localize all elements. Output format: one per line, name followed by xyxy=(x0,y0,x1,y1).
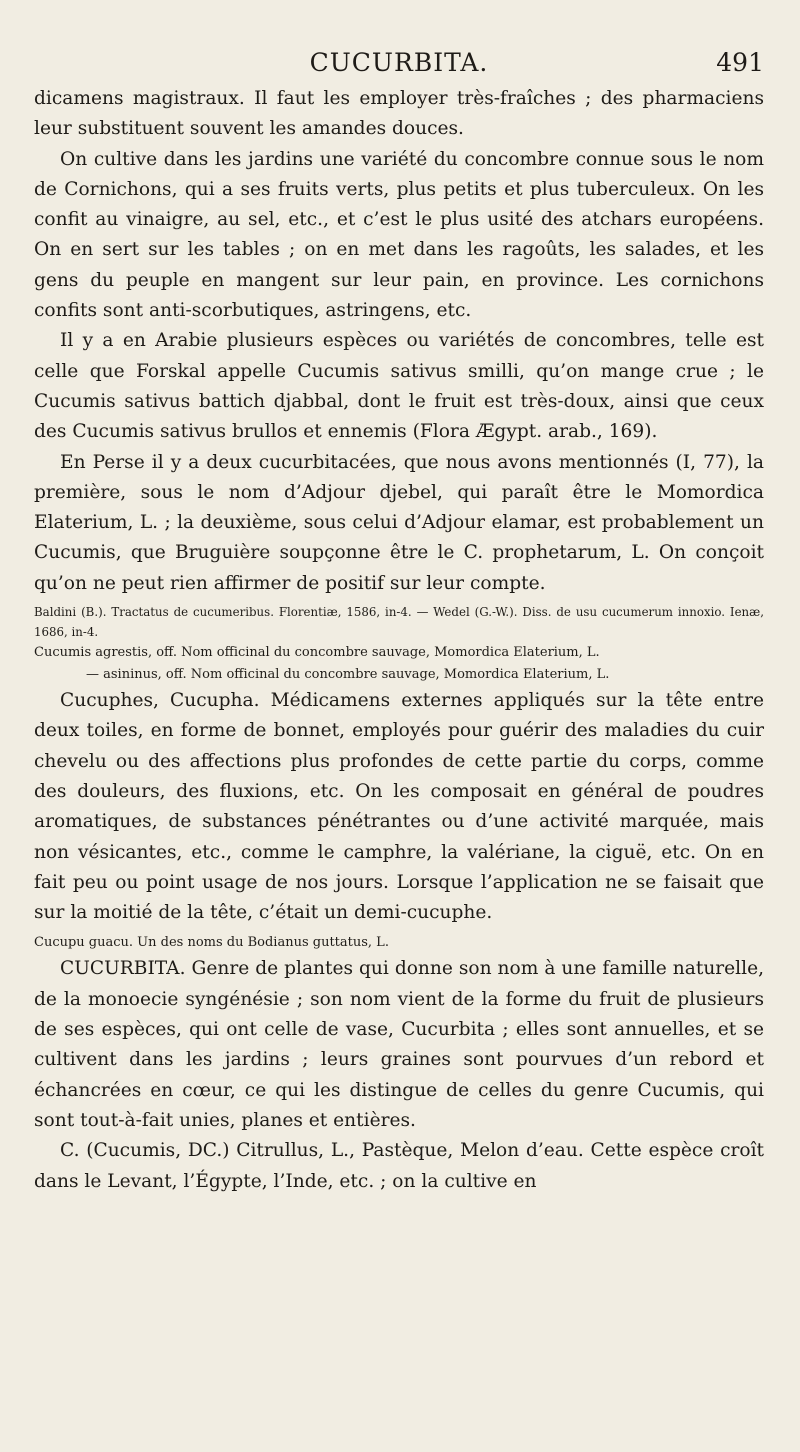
entry-cucurbita: CUCURBITA. Genre de plantes qui donne son nom à une famille naturelle, de la monoecie syngénésie ; son nom vient de la forme du fruit de plusieurs de ses espèces, qui ont celle de vase, Cucurbita ; elles sont annuelles, et se cultivent dans les jardins ; leurs graines sont pourvues d’un rebord et échancrées en cœur, ce qui les distingue de celles du genre Cucumis, qui sont tout-à-fait unies, planes et entières. xyxy=(34,958,764,1131)
page-number: 491 xyxy=(716,48,764,77)
paragraph-perse: En Perse il y a deux cucurbitacées, que nous avons mentionnés (I, 77), la première, sous le nom d’Adjour djebel, qui paraît être le Momordica Elaterium, L. ; la deuxième, sous celui d’Adjour elamar, est probablement un Cucumis, que Bruguière soupçonne être le C. prophetarum, L. On conçoit qu’on ne peut rien affirmer de positif sur leur compte. xyxy=(34,451,764,594)
paragraph-cornichons: On cultive dans les jardins une variété du concombre connue sous le nom de Cornichons, qui a ses fruits verts, plus petits et plus tuberculeux. On les confit au vinaigre, au sel, etc., et c’est le plus usité des atchars européens. On en sert sur les tables ; on en met dans les ragoûts, les salades, et les gens du peuple en mangent sur leur pain, en province. Les cornichons confits sont anti-scorbutiques, astringens, etc. xyxy=(34,148,764,322)
bibliography: Baldini (B.). Tractatus de cucumeribus. Florentiæ, 1586, in-4. — Wedel (G.-W.). Diss. de usu cucumerum innoxio. Ienæ, 1686, in-4. xyxy=(34,605,764,640)
paragraph-1: dicamens magistraux. Il faut les employer très-fraîches ; des pharmaciens leur substituent souvent les amandes douces. xyxy=(34,88,764,140)
running-title: CUCURBITA. xyxy=(309,48,489,77)
page-body xyxy=(34,84,764,1197)
entry-cucumis-asininus: — asininus, off. Nom officinal du concombre sauvage, Momordica Elaterium, L. xyxy=(86,667,610,683)
entry-citrullus: C. (Cucumis, DC.) Citrullus, L., Pastèque, Melon d’eau. Cette espèce croît dans le Levant, l’Égypte, l’Inde, etc. ; on la cultive en xyxy=(34,1140,764,1192)
entry-cucumis-agrestis: Cucumis agrestis, off. Nom officinal du concombre sauvage, Momordica Elaterium, L. xyxy=(34,645,600,661)
paragraph-arabie: Il y a en Arabie plusieurs espèces ou variétés de concombres, telle est celle que Forskal appelle Cucumis sativus smilli, qu’on mange crue ; le Cucumis sativus battich djabbal, dont le fruit est très-doux, ainsi que ceux des Cucumis sativus brullos et ennemis (Flora Ægypt. arab., 169). xyxy=(34,330,764,443)
entry-cucupu-guacu: Cucupu guacu. Un des noms du Bodianus guttatus, L. xyxy=(34,935,389,951)
entry-cucuphes: Cucuphes, Cucupha. Médicamens externes appliqués sur la tête entre deux toiles, en forme de bonnet, employés pour guérir des maladies du cuir chevelu ou des affections plus profondes de cette partie du corps, comme des douleurs, des fluxions, etc. On les composait en général de poudres aromatiques, de substances pénétrantes ou d’une activité marquée, mais non vésicantes, etc., comme le camphre, la valériane, la ciguë, etc. On en fait peu ou point usage de nos jours. Lorsque l’application ne se faisait que sur la moitié de la tête, c’était un demi-cucuphe. xyxy=(34,690,764,924)
page-header xyxy=(34,48,764,84)
